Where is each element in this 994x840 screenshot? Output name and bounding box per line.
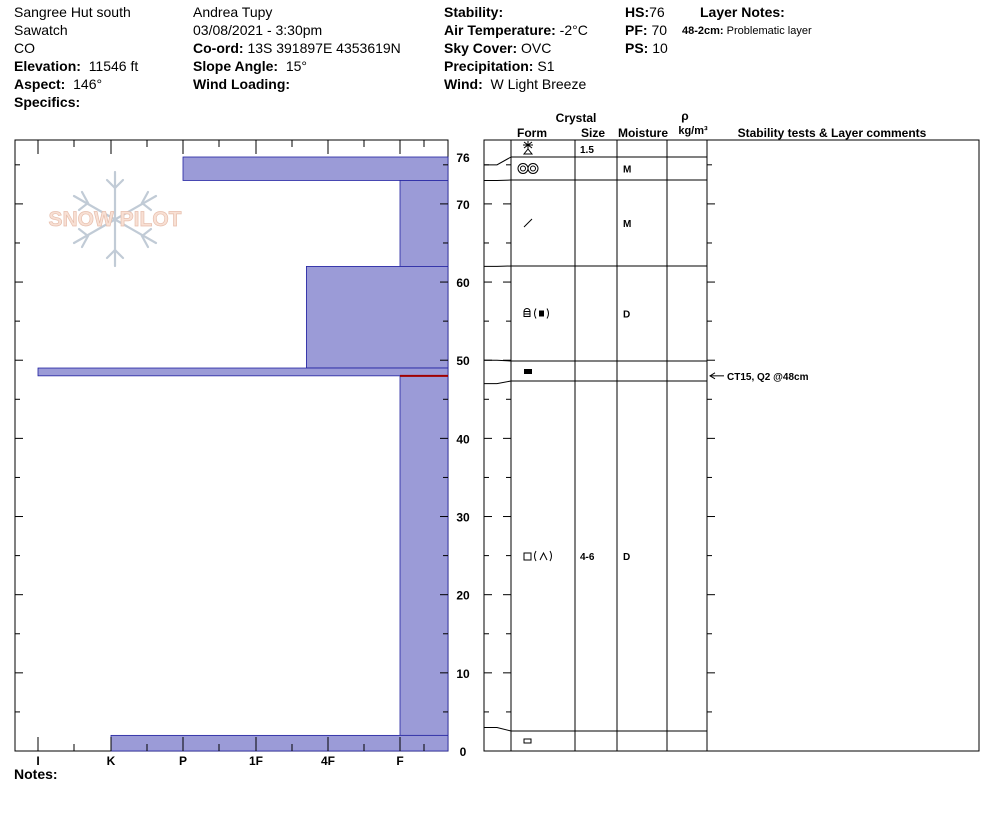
- air-temperature: Air Temperature: -2°C: [444, 22, 588, 38]
- hardness-bar: [306, 266, 448, 368]
- snow-pilot-logo: [49, 172, 182, 266]
- aspect: Aspect: 146°: [14, 76, 103, 92]
- density-unit-header: kg/m³: [678, 125, 708, 137]
- hardness-label: F: [396, 754, 404, 768]
- location: Sangree Hut south: [14, 4, 131, 20]
- faceted-depth-hoar-icon: [524, 551, 552, 561]
- hardness-label: P: [178, 754, 188, 768]
- depth-label: 20: [456, 588, 470, 603]
- coord: Co-ord: 13S 391897E 4353619N: [193, 40, 401, 56]
- rounded-faceted-icon: [524, 309, 549, 319]
- layer-note: 48-2cm: Problematic layer: [682, 25, 812, 37]
- slope-angle: Slope Angle: 15°: [193, 58, 307, 74]
- layer-notes-title: Layer Notes:: [700, 4, 785, 20]
- moisture-value: M: [623, 219, 632, 230]
- layer-connector: [484, 728, 511, 731]
- hardness-label: K: [106, 754, 116, 768]
- layer-connector: [484, 381, 511, 384]
- depth-label: 40: [456, 432, 470, 447]
- layer-connector: [484, 360, 511, 361]
- ice-crust-icon: [524, 739, 531, 743]
- observer: Andrea Tupy: [193, 4, 273, 20]
- moisture-header: Moisture: [617, 126, 669, 140]
- hardness-bar: [400, 376, 448, 736]
- hardness-label: 1F: [248, 754, 264, 768]
- crystal-header: Crystal: [555, 111, 597, 125]
- hardness-label: I: [36, 754, 40, 768]
- stability-test-text: CT15, Q2 @48cm: [727, 371, 809, 383]
- elevation: Elevation: 11546 ft: [14, 58, 139, 74]
- depth-label: 76: [456, 151, 470, 165]
- precipitation: Precipitation: S1: [444, 58, 555, 74]
- hardness-plot-frame: [15, 140, 448, 751]
- moisture-value: D: [623, 309, 631, 321]
- hardness-bar: [400, 180, 448, 266]
- depth-label: 10: [456, 666, 470, 681]
- moisture-value: M: [623, 164, 632, 176]
- svg-text:SNOW PILOT: SNOW PILOT: [48, 208, 182, 231]
- depth-label: 60: [456, 276, 470, 291]
- decomposing-icon: [524, 219, 532, 227]
- layer-connector: [484, 157, 511, 165]
- specifics: Specifics:: [14, 94, 81, 110]
- hardness-bar: [38, 368, 448, 376]
- crystal-size: 1.5: [580, 145, 594, 156]
- range: Sawatch: [14, 22, 68, 38]
- wind-loading: Wind Loading:: [193, 76, 291, 92]
- datetime: 03/08/2021 - 3:30pm: [193, 22, 323, 38]
- size-header: Size: [580, 126, 606, 140]
- depth-label: 50: [456, 354, 470, 369]
- crystal-size: 4-6: [580, 552, 595, 563]
- sky-cover: Sky Cover: OVC: [444, 40, 552, 56]
- depth-label: 0: [459, 745, 467, 759]
- fresh-snow-icon: [523, 141, 533, 154]
- stability-header: Stability tests & Layer comments: [737, 126, 927, 140]
- depth-label: 70: [456, 197, 470, 212]
- hardness-bar: [183, 157, 448, 180]
- state: CO: [14, 40, 35, 56]
- wind: Wind: W Light Breeze: [444, 76, 587, 92]
- pf: PF: 70: [625, 22, 668, 38]
- moisture-value: D: [623, 552, 631, 563]
- ice-icon: [524, 369, 532, 374]
- hs: HS:76: [625, 4, 665, 20]
- ps: PS: 10: [625, 40, 668, 56]
- form-header: Form: [517, 126, 547, 140]
- layer-table-frame: [484, 140, 979, 751]
- hardness-label: 4F: [320, 754, 336, 768]
- depth-label: 30: [456, 510, 470, 525]
- rho-header: ρ: [681, 109, 689, 123]
- melt-forms-icon: [518, 164, 538, 174]
- hardness-bar: [111, 735, 448, 751]
- notes: Notes:: [14, 766, 58, 782]
- stability: Stability:: [444, 4, 504, 20]
